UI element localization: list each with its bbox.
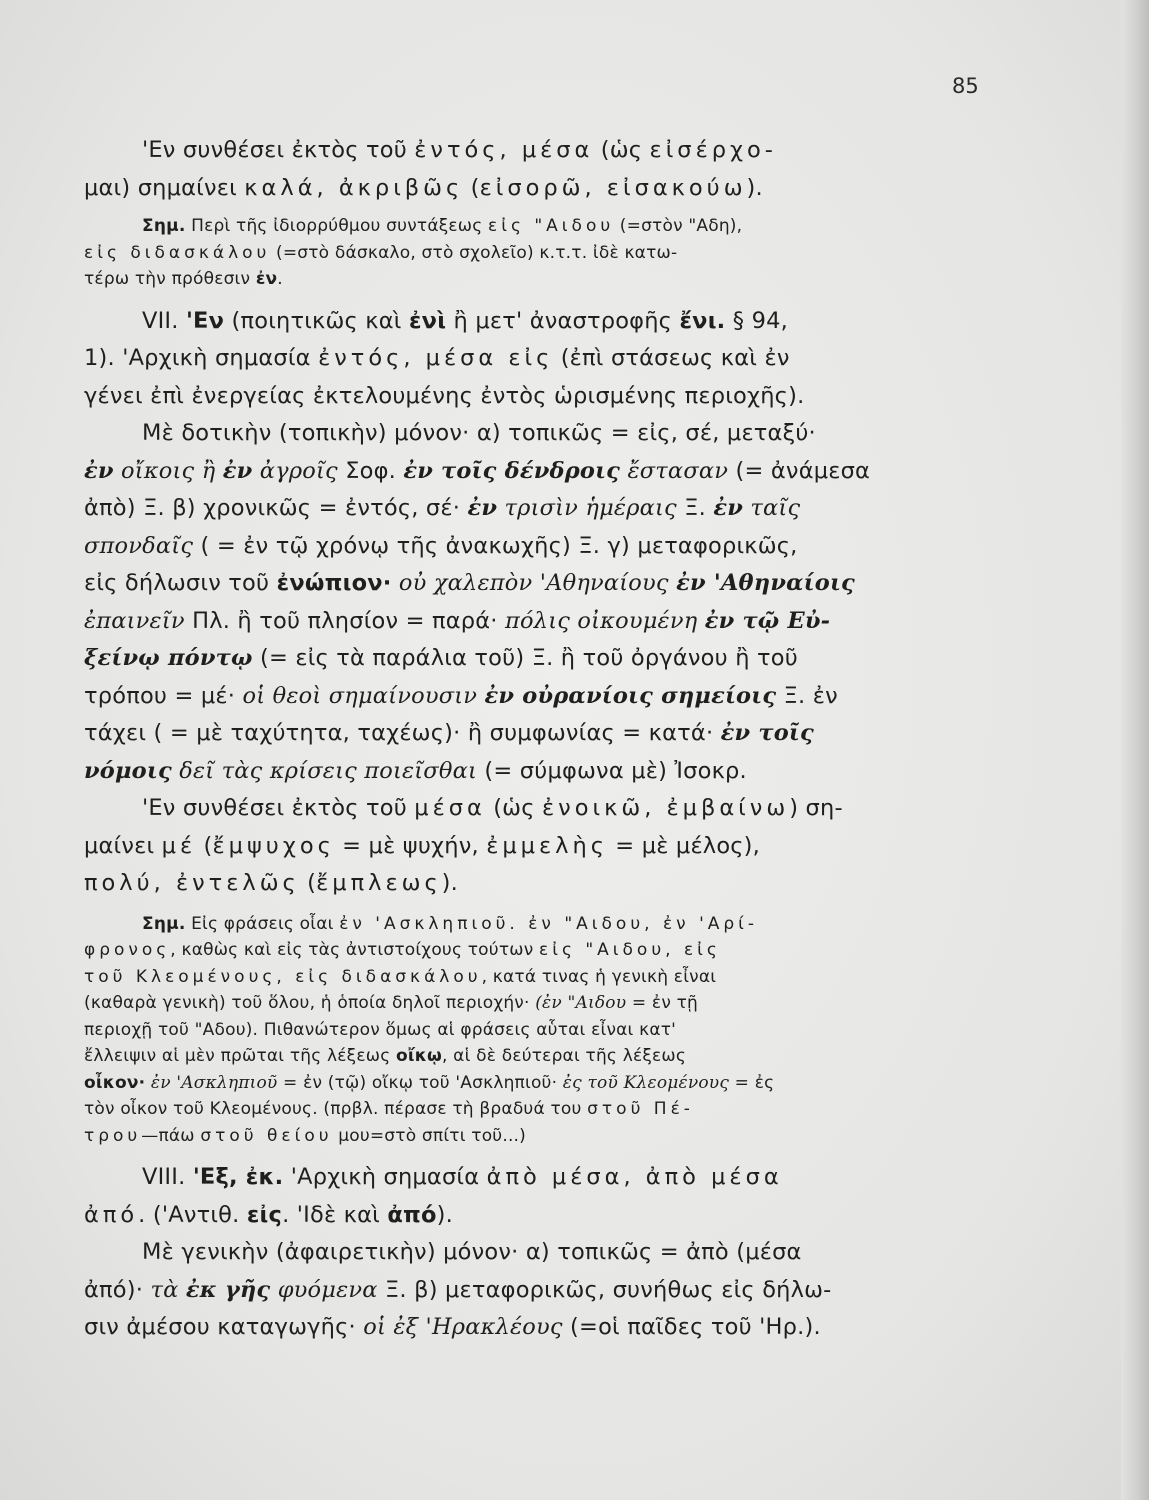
text-line: ξείνῳ πόντῳ (= εἰς τὰ παράλια τοῦ) Ξ. ἢ τοῦ ὀργάνου ἢ τοῦ (84, 645, 798, 671)
text-line: τρόπου = μέ· οἱ θεοὶ σημαίνουσιν ἐν οὐρανίοις σημείοις Ξ. ἐν (84, 682, 838, 709)
text-line: ἔλλειψιν αἱ μὲν πρῶται τῆς λέξεως οἴκῳ, αἱ δὲ δεύτεραι τῆς λέξεως (84, 1046, 687, 1066)
text-line: τρου—πάω στοῦ θείου μου=στὸ σπίτι τοῦ...) (84, 1125, 526, 1146)
text-line: τοῦ Κλεομένους, εἰς διδασκάλου, κατά τινας ἡ γενικὴ εἶναι (84, 966, 717, 987)
note-asklepiou (84, 911, 1014, 1150)
text-line: μαι) σημαίνει καλά, ἀκριβῶς (εἰσορῶ, εἰσακούω). (84, 174, 763, 201)
page-edge-shadow (1121, 0, 1149, 1500)
section-heading-line: VII. 'Εν (ποιητικῶς καὶ ἐνὶ ἢ μετ' ἀναστροφῆς ἔνι. § 94, (142, 307, 788, 334)
text-line: γένει ἐπὶ ἐνεργείας ἐκτελουμένης ἐντὸς ὡρισμένης περιοχῆς). (84, 382, 805, 409)
text-line: 1). 'Αρχικὴ σημασία ἐντός, μέσα εἰς (ἐπὶ στάσεως καὶ ἐν (84, 345, 790, 371)
text-line: (καθαρὰ γενικὴ) τοῦ ὅλου, ἡ ὁποία δηλοῖ περιοχήν· (ἐν "Αιδου = ἐν τῇ (84, 993, 699, 1013)
text-line: φρονος, καθὼς καὶ εἰς τὰς ἀντιστοίχους τούτων εἰς "Αιδου, εἰς (84, 940, 721, 960)
paragraph-composition-mesa (84, 790, 1014, 903)
text-line: πολύ, ἐντελῶς (ἔμπλεως). (84, 870, 459, 896)
text-line: ἀπό. ('Αντιθ. εἰς. 'Ιδὲ καὶ ἀπό). (84, 1201, 453, 1228)
section-vii-en (84, 303, 1014, 791)
text-line: οἶκον· ἐν 'Ασκληπιοῦ = ἐν (τῷ) οἴκῳ τοῦ 'Ασκληπιοῦ· ἐς τοῦ Κλεομένους = ἐς (84, 1072, 775, 1093)
text-line: Σημ. Εἰς φράσεις οἷαι ἐν 'Ασκληπιοῦ. ἐν "Αιδου, ἐν 'Αρί- (142, 913, 759, 934)
page-number: 85 (952, 74, 979, 98)
text-line: εἰς διδασκάλου (=στὸ δάσκαλο, στὸ σχολεῖο) κ.τ.τ. ἰδὲ κατω- (84, 242, 678, 263)
text-line: τάχει ( = μὲ ταχύτητα, ταχέως)· ἢ συμφωνίας = κατά· ἐν τοῖς (84, 720, 814, 746)
text-line: τὸν οἶκον τοῦ Κλεομένους. (πρβλ. πέρασε τὴ βραδυά του στοῦ Πέ- (84, 1099, 694, 1119)
text-line: εἰς δήλωσιν τοῦ ἐνώπιον· οὐ χαλεπὸν 'Αθηναίους ἐν 'Αθηναίοις (84, 570, 855, 596)
text-line: Μὲ δοτικὴν (τοπικὴν) μόνον· α) τοπικῶς = εἰς, σέ, μεταξύ· (142, 420, 816, 446)
text-line: Μὲ γενικὴν (ἀφαιρετικὴν) μόνον· α) τοπικῶς = ἀπὸ (μέσα (142, 1239, 802, 1265)
text-line: ἐπαινεῖν Πλ. ἢ τοῦ πλησίον = παρά· πόλις οἰκουμένη ἐν τῷ Εὐ- (84, 607, 831, 634)
text-line: 'Εν συνθέσει ἐκτὸς τοῦ μέσα (ὡς ἐνοικῶ, ἐμβαίνω) ση- (142, 795, 843, 821)
text-line: ἀπό)· τὰ ἐκ γῆς φυόμενα Ξ. β) μεταφορικῶς, συνήθως εἰς δήλω- (84, 1276, 832, 1303)
text-line: σπονδαῖς ( = ἐν τῷ χρόνῳ τῆς ἀνακωχῆς) Ξ. γ) μεταφορικῶς, (84, 532, 798, 559)
text-line: 'Εν συνθέσει ἐκτὸς τοῦ ἐντός, μέσα (ὡς εἰσέρχο- (142, 137, 777, 163)
note-aidou (84, 213, 1014, 293)
text-line: Σημ. Περὶ τῆς ἰδιορρύθμου συντάξεως εἰς "Αιδου (=στὸν "Αδη), (142, 216, 743, 236)
text-line: τέρω τὴν πρόθεσιν ἐν. (84, 269, 283, 289)
paragraph-composition-entos (84, 132, 1014, 207)
text-line: ἐν οἴκοις ἢ ἐν ἀγροῖς Σοφ. ἐν τοῖς δένδροις ἔστασαν (= ἀνάμεσα (84, 457, 871, 484)
text-line: μαίνει μέ (ἔμψυχος = μὲ ψυχήν, ἐμμελὴς = μὲ μέλος), (84, 832, 761, 859)
text-line: περιοχῇ τοῦ "Αδου). Πιθανώτερον ὅμως αἱ φράσεις αὗται εἶναι κατ' (84, 1019, 677, 1040)
text-line: σιν ἀμέσου καταγωγῆς· οἱ ἐξ 'Ηρακλέους (=οἱ παῖδες τοῦ 'Ηρ.). (84, 1314, 821, 1340)
page-text (84, 132, 1014, 1347)
text-line: νόμοις δεῖ τὰς κρίσεις ποιεῖσθαι (= σύμφωνα μὲ) Ἰσοκρ. (84, 757, 747, 784)
section-viii-ex (84, 1159, 1014, 1347)
text-line: ἀπὸ) Ξ. β) χρονικῶς = ἐντός, σέ· ἐν τρισὶν ἡμέραις Ξ. ἐν ταῖς (84, 495, 801, 521)
section-heading-line: VIII. 'Εξ, ἐκ. 'Αρχικὴ σημασία ἀπὸ μέσα, ἀπὸ μέσα (142, 1164, 783, 1190)
